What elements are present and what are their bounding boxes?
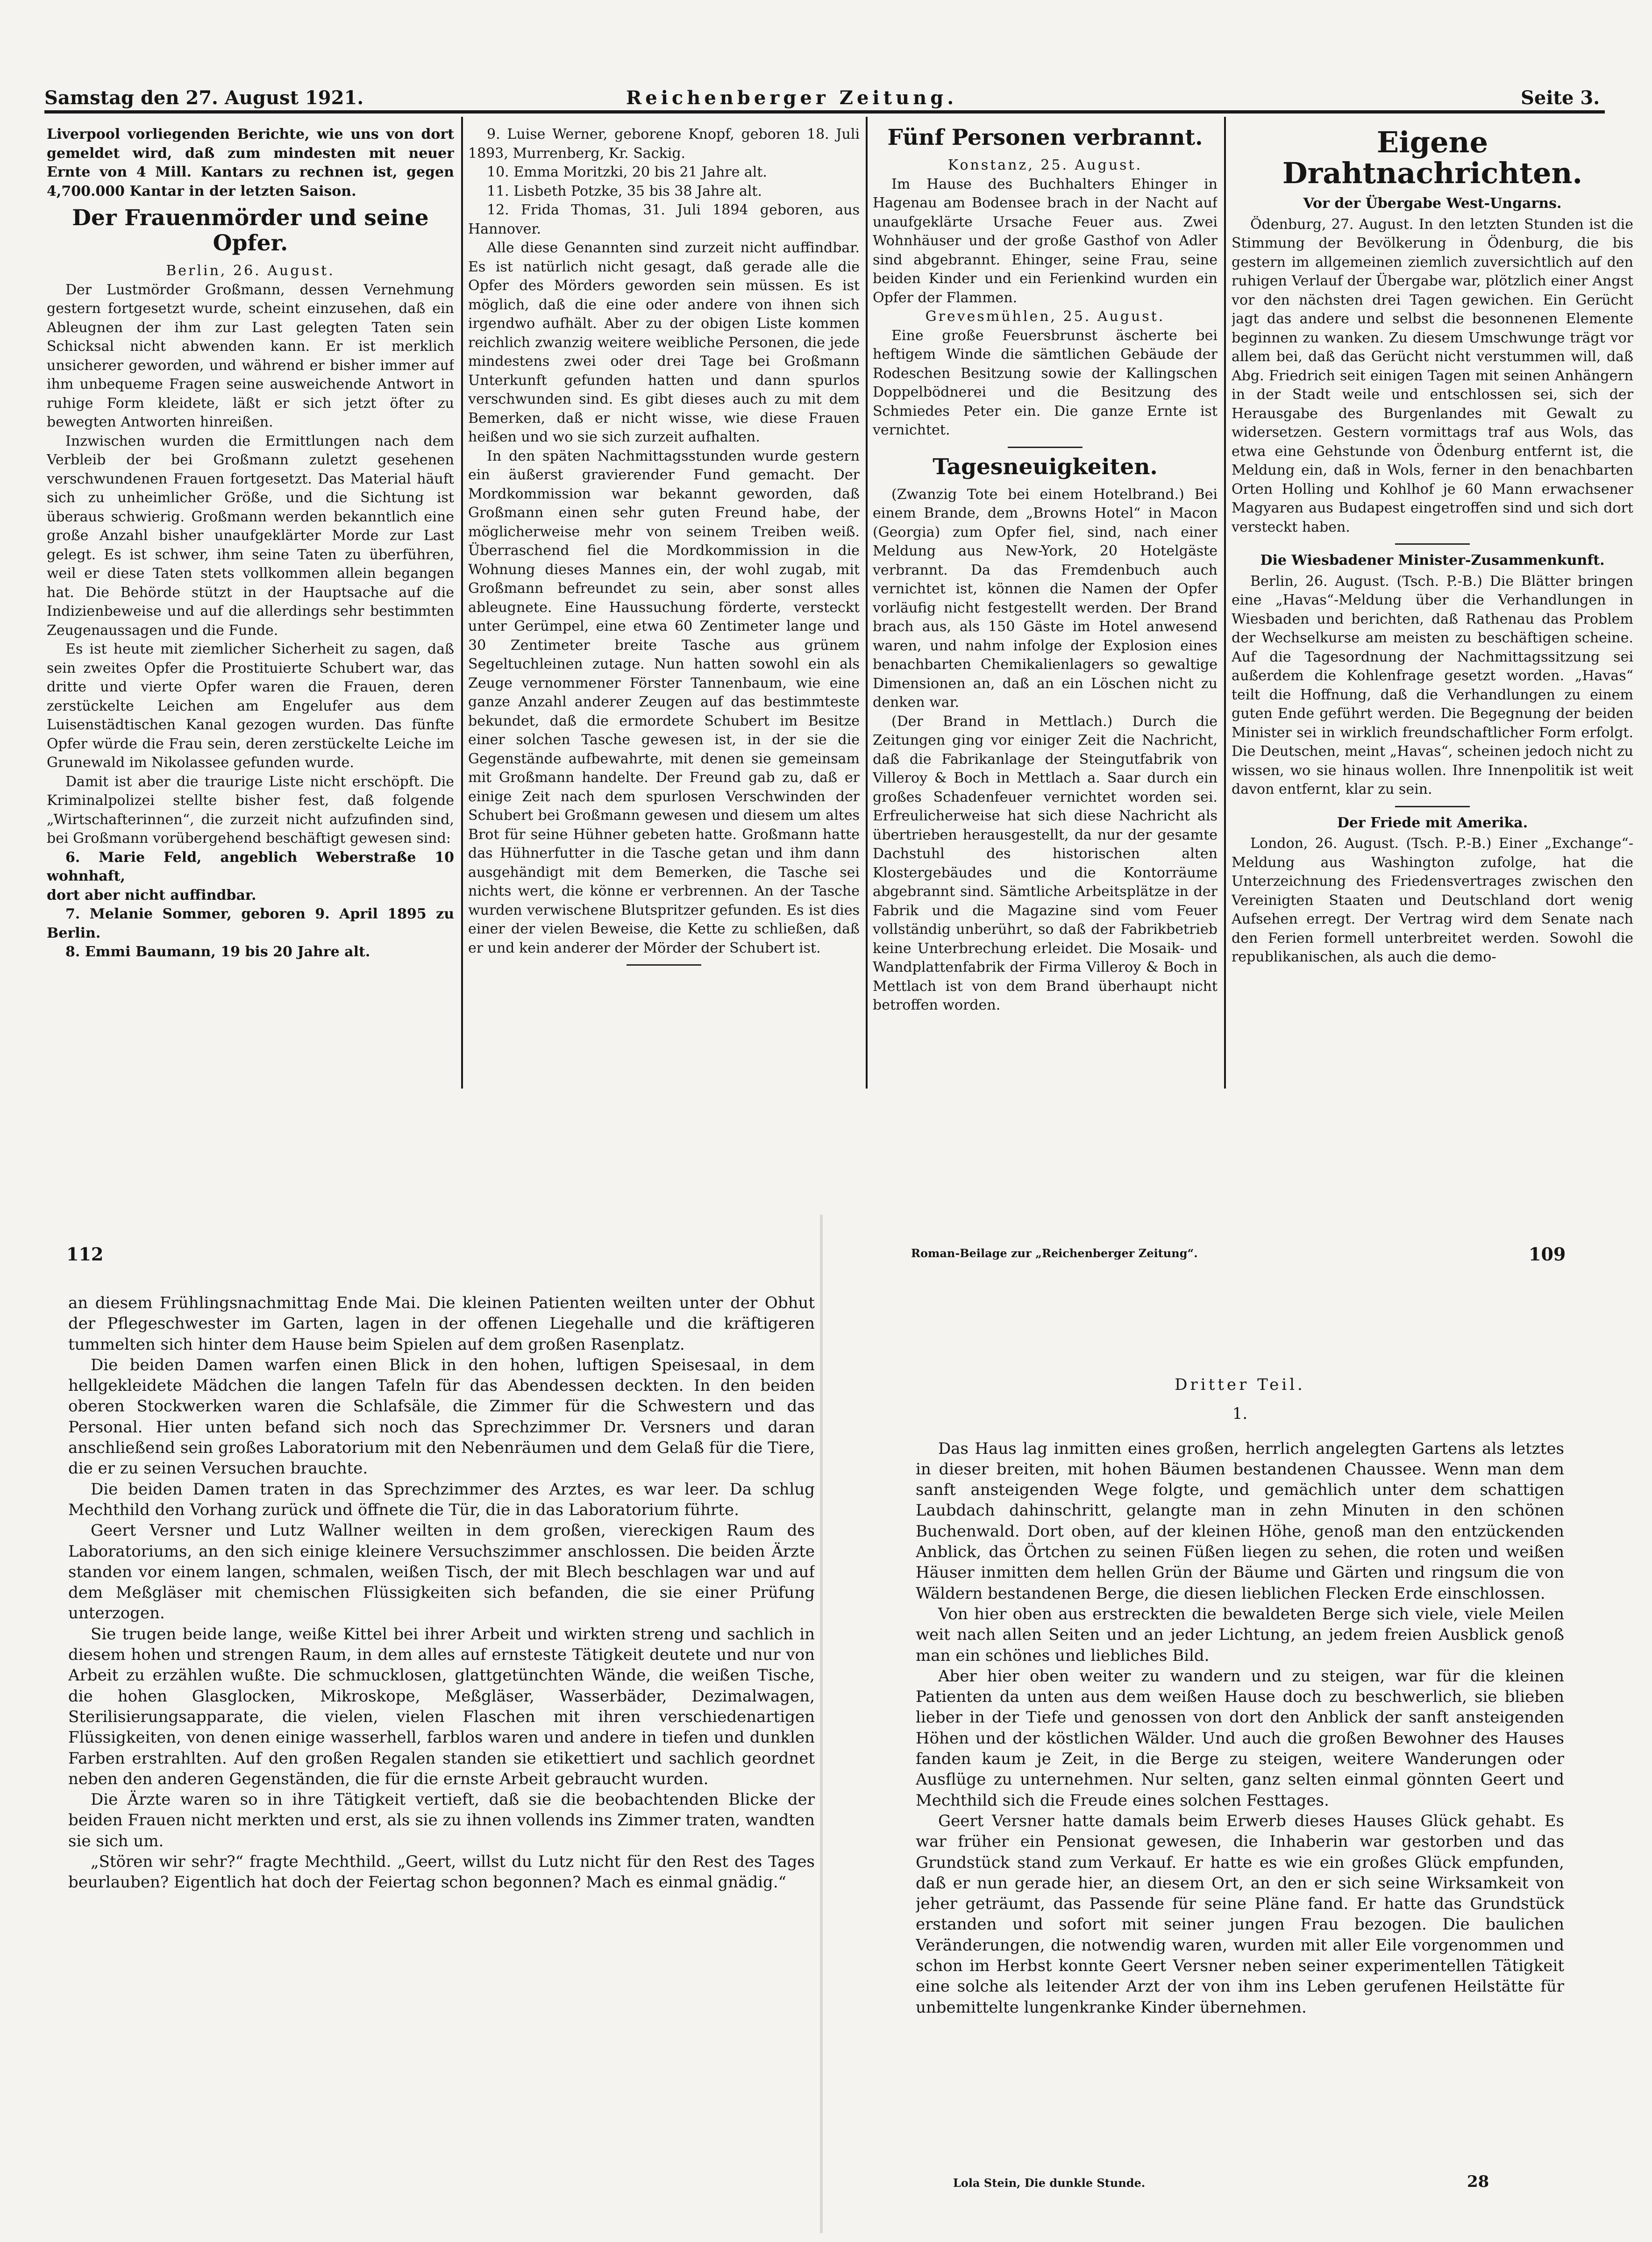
list-item: dort aber nicht auffindbar. [47,887,256,904]
article-end-rule [627,964,701,966]
section-headline: Eigene Drahtnachrichten. [1282,125,1583,190]
newspaper-title: Reichenberger Zeitung. [626,87,958,109]
novel-footer-author: Lola Stein, Die dunkle Stunde. [953,2176,1146,2190]
article-end-rule [1395,543,1470,545]
article-paragraph: Eine große Feuersbrunst äscherte bei heftigem Winde die sämtlichen Gebäude der Rodeschen Besitzung sowie der Kallingschen Doppelbödnerei und die Besitzung des Schmiedes Peter ein. Die ganze Ernte ist vernichtet. [873,327,1218,438]
article-headline: Die Wiesbadener Minister-Zusammenkunft. [1260,552,1605,569]
novel-paragraph: Die beiden Damen traten in das Sprechzimmer des Arztes, es war leer. Da schlug Mechthild den Vorhang zurück und öffnete die Tür, die in das Laboratorium führte. [68,1480,815,1519]
list-item: 7. Melanie Sommer, geboren 9. April 1895 zu Berlin. [47,906,454,941]
newspaper-date: Samstag den 27. August 1921. [44,87,364,109]
novel-right-page [916,1374,1564,2169]
article-paragraph: In den späten Nachmittagsstunden wurde gestern ein äußerst gravierender Fund gemacht. Der Mordkommission war bekannt geworden, daß Großmann einen sehr guten Freund habe, der möglicherweise mehr von seinem Treiben weiß. Überraschend fiel die Mordkommission in die Wohnung dieses Mannes ein, der wohl zugab, mit Großmann befreundet zu sein, aber sonst alles ableugnete. Eine Haussuchung förderte, versteckt unter Gerümpel, eine etwa 60 Zentimeter lange und 30 Zentimeter breite Tasche aus grünem Segeltuchleinen zutage. Nun hatten sowohl ein als Zeuge vernommener Förster Tannenbaum, wie eine ganze Anzahl anderer Zeugen auf das bestimmteste bekundet, daß die ermordete Schubert im Besitze einer solchen Tasche gewesen ist, in der sie die Gegenstände aufbewahrte, mit denen sie gemeinsam mit Großmann handelte. Der Freund gab zu, daß er einige Zeit nach dem spurlosen Verschwinden der Schubert bei Großmann gewesen und diesem um altes Brot für seine Hühner gebeten hatte. Großmann hatte das Hühnerfutter in die Tasche getan und ihm dann ausgehändigt mit dem Bemerken, die Tasche sei nichts wert, die könne er verbrennen. An der Tasche wurden verwischene Blutspritzer gefunden. Es ist dies einer der vielen Beweise, die Kette zu schließen, daß er und kein anderer der Mörder der Schubert ist. [468,448,860,956]
page-number: Seite 3. [1521,87,1600,109]
list-item: 6. Marie Feld, angeblich Weberstraße 10 wohnhaft, [47,849,454,884]
article-end-rule [1008,447,1082,448]
novel-paragraph: „Stören wir sehr?“ fragte Mechthild. „Geert, willst du Lutz nicht für den Rest des Tages beurlauben? Eigentlich hat doch der Feiertag schon begonnen? Mach es einmal gnädig.“ [68,1852,815,1892]
column-rule [461,117,463,1089]
list-item: 9. Luise Werner, geborene Knopf, geboren 18. Juli 1893, Murrenberg, Kr. Sackig. [468,126,860,162]
supplement-page-number-right: 109 [1529,1244,1566,1265]
column-2 [468,125,860,1097]
article-paragraph: (Zwanzig Tote bei einem Hotelbrand.) Bei einem Brande, dem „Browns Hotel“ in Macon (Georgia) zum Opfer fiel, sind, nach einer Meldung aus New-York, 20 Hotelgäste verbrannt. Da das Fremdenbuch auch vernichtet ist, können die Namen der Opfer vorläufig nicht festgestellt werden. Der Brand brach aus, als 150 Gäste im Hotel anwesend waren, und nahm infolge der Explosion eines benachbarten Chemikalienlagers so gewaltige Dimensionen an, daß an ein Löschen nicht zu denken war. [873,486,1218,711]
novel-paragraph: Geert Versner und Lutz Wallner weilten in dem großen, viereckigen Raum des Laboratoriums, an den sich einige kleinere Versuchszimmer anschlossen. Die beiden Ärzte standen vor einem langen, schmalen, weißen Tisch, der mit Blech beschlagen war und auf dem Meßgläser mit chemischen Flüssigkeiten sich befanden, die sie einer Prüfung unterzogen. [68,1521,815,1623]
header-rule [44,110,1605,114]
article-paragraph: Damit ist aber die traurige Liste nicht erschöpft. Die Kriminalpolizei stellte bisher fest, daß folgende „Wirtschafterinnen“, die zurzeit nicht aufzufinden sind, bei Großmann vorübergehend beschäftigt gewesen sind: [47,773,454,847]
article-paragraph: (Der Brand in Mettlach.) Durch die Zeitungen ging vor einiger Zeit die Nachricht, daß die Fabrikanlage der Steingutfabrik von Villeroy & Boch in Mettlach a. Saar durch ein großes Schadenfeuer vernichtet worden sei. Erfreulicherweise hat sich diese Nachricht als übertrieben herausgestellt, da nur der gesamte Dachstuhl des historischen alten Klostergebäudes und die Kontorräume abgebrannt sind. Sämtliche Arbeitsplätze in der Fabrik und die Magazine sind vom Feuer vollständig unberührt, so daß der Fabrikbetrieb keine Unterbrechung erleidet. Die Mosaik- und Wandplattenfabrik der Firma Villeroy & Boch in Mettlach ist von dem Brand überhaupt nicht betroffen worden. [873,713,1218,1013]
article-paragraph: Alle diese Genannten sind zurzeit nicht auffindbar. Es ist natürlich nicht gesagt, daß gerade alle die Opfer des Mörders geworden sein müssen. Es ist möglich, daß die eine oder andere von ihnen sich irgendwo aufhält. Aber zu der obigen Liste kommen reichlich zwanzig weitere weibliche Personen, die jede mindestens zwei oder drei Tage bei Großmann Unterkunft gefunden hatten und dann spurlos verschwunden sind. Es gibt dieses auch zu mit dem Bemerken, daß er nicht wisse, wie diese Frauen heißen und wo sie sich zurzeit aufhalten. [468,240,860,445]
article-dateline: Konstanz, 25. August. [947,157,1143,173]
article-paragraph: Es ist heute mit ziemlicher Sicherheit zu sagen, daß sein zweites Opfer die Prostituierte Schubert war, das dritte und vierte Opfer waren die Frauen, deren zerstückelte Leichen am Engelufer aus dem Luisenstädtischen Kanal gezogen wurden. Das fünfte Opfer würde die Frau sein, deren zerstückelte Leiche im Grunewald im Nikolassee gefunden wurde. [47,641,454,771]
article-paragraph: Berlin, 26. August. (Tsch. P.-B.) Die Blätter bringen eine „Havas“-Meldung über die Verhandlungen in Wiesbaden und berichten, daß Rathenau das Problem der Wechselkurse am meisten zu beschäftigen scheine. Auf die Tagesordnung der Nachmittagssitzung sei außerdem die Kohlenfrage gesetzt worden. „Havas“ teilt die Hoffnung, daß die Verhandlungen zu einem guten Ende geführt werden. Die Begegnung der beiden Minister sei in wirklich freundschaftlicher Form erfolgt. Die Deutschen, meint „Havas“, scheinen jedoch nicht zu wissen, wo sie hinaus wollen. Ihre Innenpolitik ist weit davon entfernt, klar zu sein. [1232,573,1633,797]
section-headline: Tagesneuigkeiten. [933,454,1158,480]
novel-paragraph: Die beiden Damen warfen einen Blick in den hohen, luftigen Speisesaal, in dem hellgekleidete Mädchen die langen Tafeln für das Abendessen deckten. In den beiden oberen Stockwerken waren die Schlafsäle, die Zimmer für die Schwestern und das Personal. Hier unten befand sich noch das Sprechzimmer Dr. Versners und daran anschließend sein großes Laboratorium mit den Nebenräumen und dem Gelaß für die Tiere, die er zu seinen Versuchen brauchte. [68,1355,815,1478]
list-item: 10. Emma Moritzki, 20 bis 21 Jahre alt. [487,164,767,180]
list-item: 11. Lisbeth Potzke, 35 bis 38 Jahre alt. [487,183,762,199]
column-3 [873,125,1218,1097]
novel-paragraph: Die Ärzte waren so in ihre Tätigkeit vertieft, daß sie die beobachtenden Blicke der beiden Frauen nicht merkten und erst, als sie zu ihnen vollends ins Zimmer traten, wandten sie sich um. [68,1790,815,1851]
article-paragraph: London, 26. August. (Tsch. P.-B.) Einer „Exchange“-Meldung aus Washington zufolge, hat die Unterzeichnung des Friedensvertrages zwischen den Vereinigten Staaten und Deutschland dort wenig Aufsehen erregt. Der Vertrag wird dem Senate nach den Ferien formell unterbreitet werden. Sowohl die republikanischen, als auch die demo- [1232,835,1633,965]
article-end-rule [1395,806,1470,807]
part-title: Dritter Teil. [1175,1375,1305,1394]
article-headline: Vor der Übergabe West-Ungarns. [1303,195,1562,212]
supplement-page-number-left: 112 [66,1244,104,1265]
list-item: 8. Emmi Baumann, 19 bis 20 Jahre alt. [65,944,370,960]
article-paragraph: Der Lustmörder Großmann, dessen Vernehmung gestern fortgesetzt wurde, scheint einzusehen, daß ein Ableugnen der ihm zur Last gelegten Taten sein Schicksal nicht abwenden kann. Er ist merklich unsicherer geworden, und während er bisher immer auf ihm unbequeme Fragen seine ausweichende Antwort in ruhige Form kleidete, läßt er sich jetzt öfter zu bewegten Antworten hinreißen. [47,281,454,430]
column-rule [866,117,868,1089]
supplement-title: Roman-Beilage zur „Reichenberger Zeitung“. [911,1246,1198,1260]
novel-paragraph: Sie trugen beide lange, weiße Kittel bei ihrer Arbeit und wirkten streng und sachlich in diesem hohen und strengen Raum, in dem alles auf ernsteste Tätigkeit deutete und nur von Arbeit zu erzählen wußte. Die schmucklosen, glattgetünchten Wände, die weißen Tische, die hohen Glasglocken, Mikroskope, Meßgläser, Wasserbäder, Dezimalwagen, Sterilisierungsapparate, die vielen, vielen Flaschen mit ihren verschiedenartigen Flüssigkeiten, von denen einige wasserhell, farblos waren und andere in tiefen und dunklen Farben erstrahlten. Auf den großen Regalen standen sie etikettiert und sachlich geordnet neben den anderen Gegenständen, die für die ernste Arbeit gebraucht wurden. [68,1624,815,1788]
novel-paragraph: an diesem Frühlingsnachmittag Ende Mai. Die kleinen Patienten weilten unter der Obhut der Pflegeschwester im Garten, lagen in der offenen Liegehalle und die kräftigeren tummelten sich hinter dem Hause beim Spielen auf dem großen Rasenplatz. [68,1294,815,1354]
article-dateline: Grevesmühlen, 25. August. [925,308,1165,325]
article-paragraph: Inzwischen wurden die Ermittlungen nach dem Verbleib der bei Großmann zuletzt gesehenen verschwundenen Frauen fortgesetzt. Das Material häuft sich zu unheimlicher Größe, und die Sichtung ist überaus schwierig. Großmann werden bekanntlich eine große Anzahl bisher unaufgeklärter Morde zur Last gelegt. Es ist schwer, ihm seine Taten zu überführen, weil er diese Taten stets vollkommen allein begangen hat. Die Behörde stützt in der Hauptsache auf die Indizienbeweise und auf die allerdings sehr bestimmten Zeugenaussagen und die Funde. [47,433,454,639]
page-fold [820,1215,823,2233]
novel-paragraph: Von hier oben aus erstreckten die bewaldeten Berge sich viele, viele Meilen weit nach allen Seiten und an jeder Lichtung, an jedem freien Ausblick genoß man ein schönes und liebliches Bild. [916,1604,1564,1665]
novel-footer-number: 28 [1467,2172,1489,2191]
chapter-number: 1. [1232,1404,1248,1423]
column-4 [1232,125,1633,1097]
novel-left-page [68,1293,815,2171]
column-1 [47,125,454,1097]
novel-paragraph: Geert Versner hatte damals beim Erwerb dieses Hauses Glück gehabt. Es war früher ein Pensionat gewesen, die Inhaberin war gestorben und das Grundstück stand zum Verkauf. Er hatte es wie ein großes Glück empfunden, daß er nun gerade hier, an diesem Ort, an den er sich seine Wirksamkeit von jeher geträumt, das Passende für seine Pläne fand. Er hatte das Grundstück erstanden und sofort mit seiner jungen Frau bezogen. Die baulichen Veränderungen, die notwendig waren, wurden mit aller Eile vorgenommen und schon im Herbst konnte Geert Versner neben seiner experimentellen Tätigkeit eine solche als leitender Arzt der von ihm ins Leben gerufenen Heilstätte für unbemittelte lungenkranke Kinder übernehmen. [916,1811,1564,2017]
article-headline: Der Friede mit Amerika. [1337,814,1528,831]
column-rule [1224,117,1226,1089]
novel-paragraph: Aber hier oben weiter zu wandern und zu steigen, war für die kleinen Patienten da unten aus dem weißen Hause doch zu beschwerlich, sie blieben lieber in der Tiefe und genossen von dort den Anblick der sanft ansteigenden Höhen und der köstlichen Wälder. Und auch die großen Bewohner des Hauses fanden kaum je Zeit, in die Berge zu steigen, weitere Wanderungen oder Ausflüge zu unternehmen. Nur selten, ganz selten einmal gönnten Geert und Mechthild sich die Freude eines solchen Festtages. [916,1666,1564,1810]
article-headline: Der Frauenmörder und seine Opfer. [72,205,429,256]
article-paragraph: Ödenburg, 27. August. In den letzten Stunden ist die Stimmung der Bevölkerung in Ödenburg, die bis gestern im allgemeinen ziemlich zuversichtlich auf den ruhigen Verlauf der Übergabe war, plötzlich einer Angst vor den nächsten drei Tagen gewichen. Ein Gerücht jagt das andere und selbst die besonnenen Elemente beginnen zu wanken. Zu diesem Umschwunge trägt vor allem bei, daß das Gerücht nicht verstummen will, daß Abg. Friedrich seit einigen Tagen mit seinen Anhängern in der Stadt weile und entschlossen sei, sich der Herausgabe des Burgenlandes mit Gewalt zu widersetzen. Gestern vormittags traf aus Wols, das etwa eine Gehstunde von Ödenburg entfernt ist, die Meldung ein, daß in Wols, ferner in den benachbarten Orten Holling und Kohlhof je 60 Mann erwachsener Magyaren aus Budapest eingetroffen sind und sich dort versteckt haben. [1232,216,1633,535]
article-intro: Liverpool vorliegenden Berichte, wie uns von dort gemeldet wird, daß zum mindesten mit neuer Ernte von 4 Mill. Kantars zu rechnen ist, gegen 4,700.000 Kantar in der letzten Saison. [47,126,454,199]
article-headline: Fünf Personen verbrannt. [887,125,1203,150]
list-item: 12. Frida Thomas, 31. Juli 1894 geboren, aus Hannover. [468,202,860,237]
article-dateline: Berlin, 26. August. [166,263,335,279]
novel-paragraph: Das Haus lag inmitten eines großen, herrlich angelegten Gartens als letztes in dieser breiten, mit hohen Bäumen bestandenen Chaussee. Wenn man dem sanft ansteigenden Wege folgte, und gemächlich unter dem schattigen Laubdach dahinschritt, gelangte man in zehn Minuten in den schönen Buchenwald. Dort oben, auf der kleinen Höhe, genoß man den entzückenden Anblick, das Örtchen zu seinen Füßen liegen zu sehen, die roten und weißen Häuser inmitten dem hellen Grün der Bäume und Gärten und ringsum die von Wäldern bestandenen Berge, die diesen lieblichen Flecken Erde einschlossen. [916,1439,1564,1603]
article-paragraph: Im Hause des Buchhalters Ehinger in Hagenau am Bodensee brach in der Nacht auf unaufgeklärte Ursache Feuer aus. Zwei Wohnhäuser und der große Gasthof von Adler sind abgebrannt. Ehinger, seine Frau, seine beiden Kinder und ein Ferienkind wurden ein Opfer der Flammen. [873,176,1218,306]
